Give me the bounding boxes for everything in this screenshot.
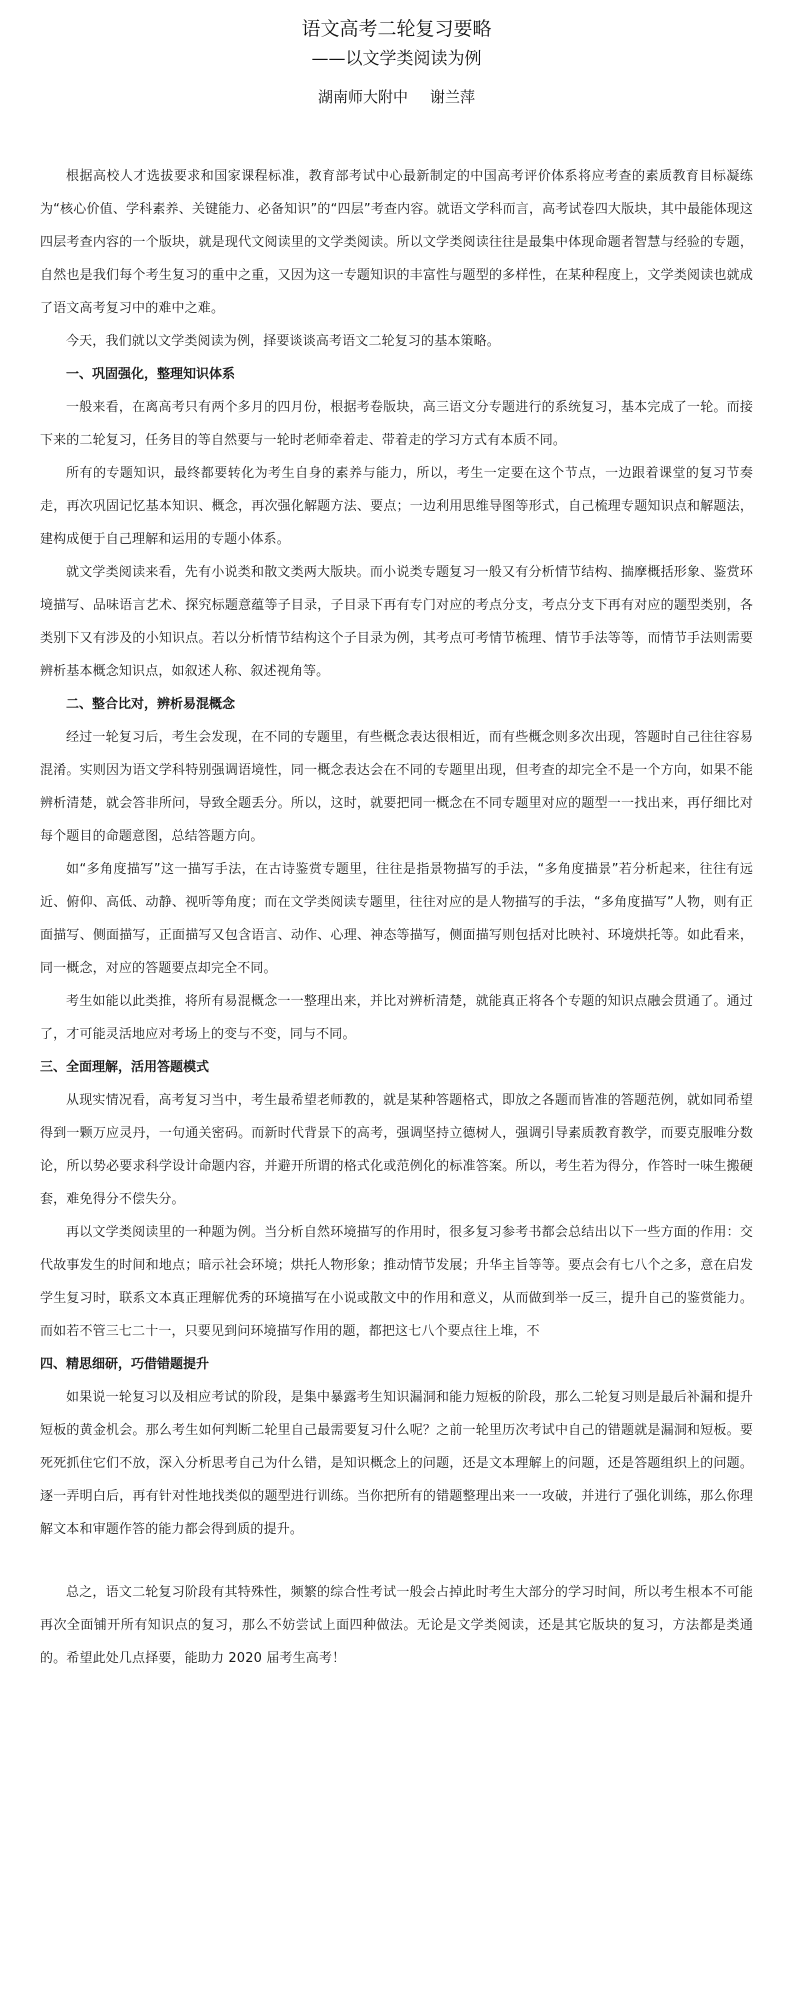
section-1-paragraph-2: 所有的专题知识，最终都要转化为考生自身的素养与能力，所以，考生一定要在这个节点，一边跟着课堂的复习节奏走，再次巩固记忆基本知识、概念，再次强化解题方法、要点；一边利用思维导图等形式，自己梳理专题知识点和解题法，建构成便于自己理解和运用的专题小体系。	[40, 466, 753, 547]
section-1-paragraph-3: 就文学类阅读来看，先有小说类和散文类两大版块。而小说类专题复习一般又有分析情节结构、揣摩概括形象、鉴赏环境描写、品味语言艺术、探究标题意蕴等子目录，子目录下再有专门对应的考点分支，考点分支下再有对应的题型类别，各类别下又有涉及的小知识点。若以分析情节结构这个子目录为例，其考点可考情节梳理、情节手法等等，而情节手法则需要辨析基本概念知识点，如叙述人称、叙述视角等。	[40, 565, 753, 679]
section-1-paragraph-1: 一般来看，在离高考只有两个多月的四月份，根据考卷版块，高三语文分专题进行的系统复习，基本完成了一轮。而接下来的二轮复习，任务目的等自然要与一轮时老师牵着走、带着走的学习方式有本质不同。	[40, 400, 753, 448]
section-2-paragraph-3: 考生如能以此类推，将所有易混概念一一整理出来，并比对辨析清楚，就能真正将各个专题的知识点融会贯通了。通过了，才可能灵活地应对考场上的变与不变，同与不同。	[40, 994, 753, 1042]
conclusion-paragraph: 总之，语文二轮复习阶段有其特殊性，频繁的综合性考试一般会占掉此时考生大部分的学习时间，所以考生根本不可能再次全面铺开所有知识点的复习，那么不妨尝试上面四种做法。无论是文学类阅读，还是其它版块的复习，方法都是类通的。希望此处几点择要，能助力 2020 届考生高考！	[40, 1585, 753, 1666]
section-3-paragraph-1: 从现实情况看，高考复习当中，考生最希望老师教的，就是某种答题格式，即放之各题而皆准的答题范例，就如同希望得到一颗万应灵丹，一句通关密码。而新时代背景下的高考，强调坚持立德树人，强调引导素质教育教学，而要克服唯分数论，所以势必要求科学设计命题内容，并避开所谓的格式化或范例化的标准答案。所以，考生若为得分，作答时一味生搬硬套，难免得分不偿失分。	[40, 1093, 753, 1207]
document-header	[40, 16, 753, 114]
section-3-paragraph-2: 再以文学类阅读里的一种题为例。当分析自然环境描写的作用时，很多复习参考书都会总结出以下一些方面的作用：交代故事发生的时间和地点；暗示社会环境；烘托人物形象；推动情节发展；升华主旨等等。要点会有七八个之多，意在启发学生复习时，联系文本真正理解优秀的环境描写在小说或散文中的作用和意义，从而做到举一反三，提升自己的鉴赏能力。而如若不管三七二十一，只要见到问环境描写作用的题，都把这七八个要点往上堆，不	[40, 1225, 753, 1339]
section-heading-1: 一、巩固强化，整理知识体系	[66, 367, 236, 382]
page-subtitle: ——以文学类阅读为例	[311, 49, 482, 69]
section-heading-4: 四、精思细研，巧借错题提升	[40, 1357, 210, 1372]
intro-paragraph-2: 今天，我们就以文学类阅读为例，择要谈谈高考语文二轮复习的基本策略。	[66, 334, 500, 349]
author-name: 谢兰萍	[430, 88, 476, 106]
section-4-paragraph-1: 如果说一轮复习以及相应考试的阶段，是集中暴露考生知识漏洞和能力短板的阶段，那么二轮复习则是最后补漏和提升短板的黄金机会。那么考生如何判断二轮里自己最需要复习什么呢？之前一轮里历次考试中自己的错题就是漏洞和短板。要死死抓住它们不放，深入分析思考自己为什么错，是知识概念上的问题，还是文本理解上的问题，还是答题组织上的问题。逐一弄明白后，再有针对性地找类似的题型进行训练。当你把所有的错题整理出来一一攻破，并进行了强化训练，那么你理解文本和审题作答的能力都会得到质的提升。	[40, 1390, 753, 1537]
author-line	[40, 80, 753, 114]
page-title: 语文高考二轮复习要略	[301, 18, 492, 40]
intro-paragraph-1: 根据高校人才选拔要求和国家课程标准，教育部考试中心最新制定的中国高考评价体系将应考查的素质教育目标凝练为“核心价值、学科素养、关键能力、必备知识”的“四层”考查内容。就语文学科而言，高考试卷四大版块，其中最能体现这四层考查内容的一个版块，就是现代文阅读里的文学类阅读。所以文学类阅读往往是最集中体现命题者智慧与经验的专题，自然也是我们每个考生复习的重中之重，又因为这一专题知识的丰富性与题型的多样性，在某种程度上，文学类阅读也就成了语文高考复习中的难中之难。	[40, 169, 753, 316]
author-school: 湖南师大附中	[317, 88, 408, 106]
spacer	[40, 1546, 753, 1576]
section-2-paragraph-2: 如“多角度描写”这一描写手法，在古诗鉴赏专题里，往往是指景物描写的手法，“多角度描景”若分析起来，往往有远近、俯仰、高低、动静、视听等角度；而在文学类阅读专题里，往往对应的是人物描写的手法，“多角度描写”人物，则有正面描写、侧面描写，正面描写又包含语言、动作、心理、神态等描写，侧面描写则包括对比映衬、环境烘托等。如此看来，同一概念，对应的答题要点却完全不同。	[40, 862, 753, 976]
section-2-paragraph-1: 经过一轮复习后，考生会发现，在不同的专题里，有些概念表达很相近，而有些概念则多次出现，答题时自己往往容易混淆。实则因为语文学科特别强调语境性，同一概念表达会在不同的专题里出现，但考查的却完全不是一个方向，如果不能辨析清楚，就会答非所问，导致全题丢分。所以，这时，就要把同一概念在不同专题里对应的题型一一找出来，再仔细比对每个题目的命题意图，总结答题方向。	[40, 730, 753, 844]
section-heading-2: 二、整合比对，辨析易混概念	[66, 697, 236, 712]
section-heading-3: 三、全面理解，活用答题模式	[40, 1060, 210, 1075]
